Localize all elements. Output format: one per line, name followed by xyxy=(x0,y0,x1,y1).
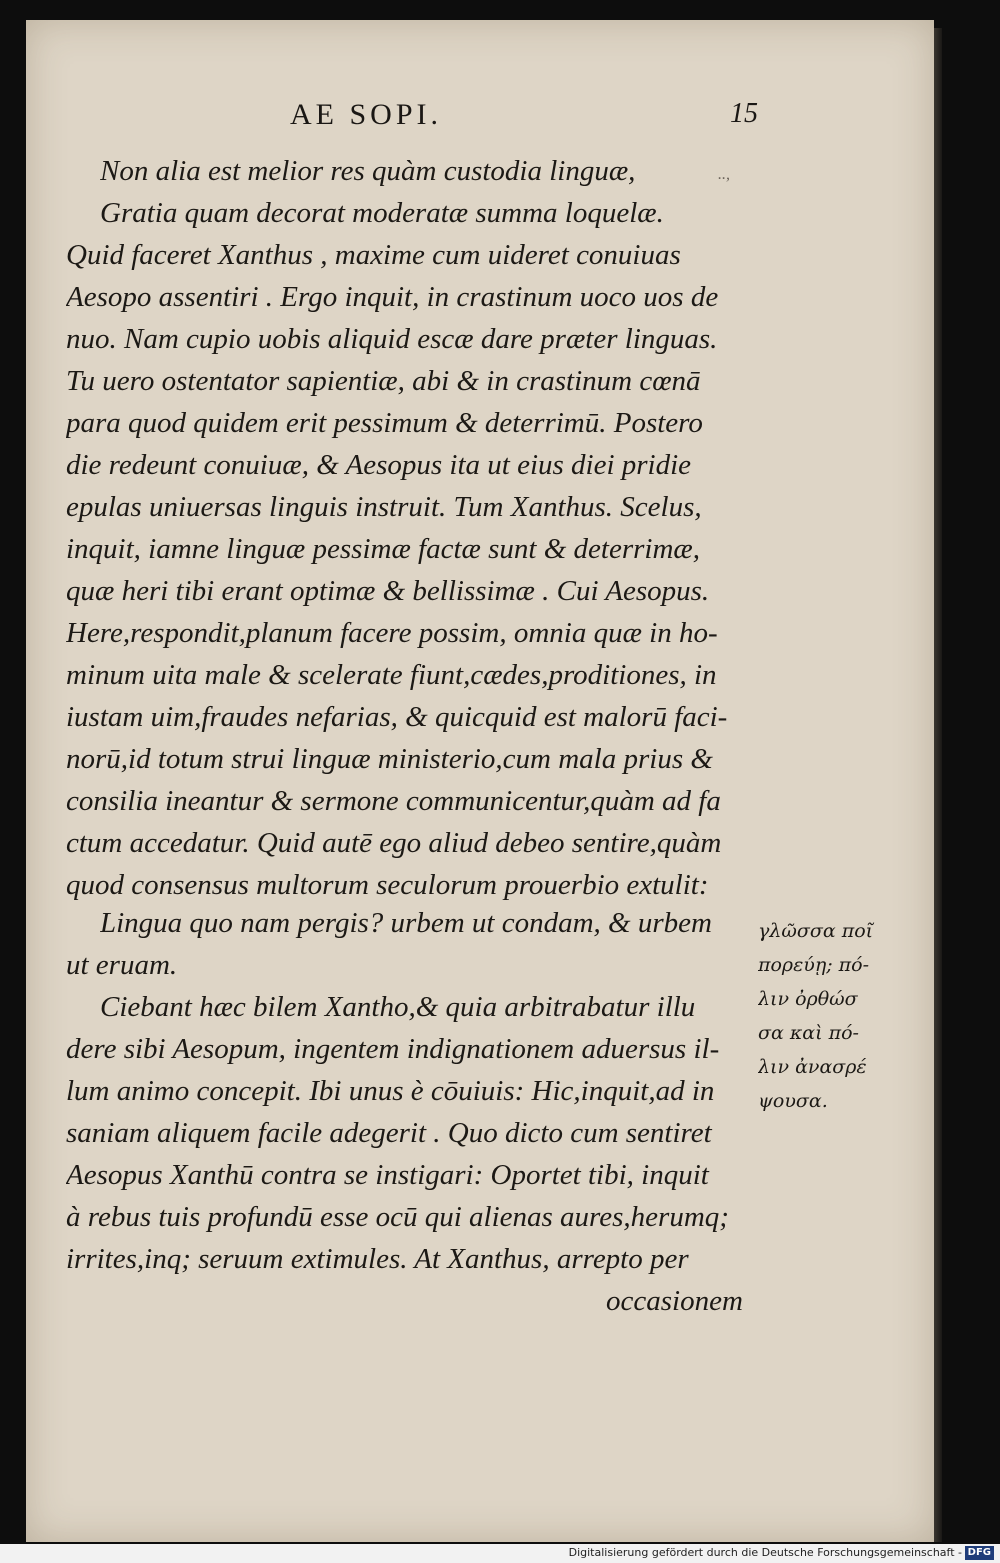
body-line: Tu uero ostentator sapientiæ, abi & in crastinum cœnā xyxy=(66,365,701,397)
body-line: norū,id totum strui linguæ ministerio,cum mala prius & xyxy=(66,743,713,775)
body-line: quæ heri tibi erant optimæ & bellissimæ . Cui Aesopus. xyxy=(66,575,710,607)
body-line: minum uita male & scelerate fiunt,cædes,proditiones, in xyxy=(66,659,717,691)
body-line: Non alia est melior res quàm custodia linguæ, xyxy=(100,155,636,187)
body-line: saniam aliquem facile adegerit . Quo dicto cum sentiret xyxy=(66,1117,712,1149)
body-line: iustam uim,fraudes nefarias, & quicquid est malorū faci- xyxy=(66,701,728,733)
dfg-logo: DFG xyxy=(965,1546,994,1560)
body-line: epulas uniuersas linguis instruit. Tum Xanthus. Scelus, xyxy=(66,491,702,523)
running-head: AE SOPI. xyxy=(290,98,443,131)
page-number: 15 xyxy=(730,98,758,129)
body-line: die redeunt conuiuæ, & Aesopus ita ut eius diei pridie xyxy=(66,449,692,481)
body-line: ut eruam. xyxy=(66,949,178,981)
margin-note-line: πορεύῃ; πό- xyxy=(758,954,870,976)
body-line: Aesopo assentiri . Ergo inquit, in crastinum uoco uos de xyxy=(66,281,719,313)
margin-note-line: λιν ὀρθώσ xyxy=(758,988,858,1010)
body-line: Gratia quam decorat moderatæ summa loquelæ. xyxy=(100,197,664,229)
body-line: nuo. Nam cupio uobis aliquid escæ dare præter linguas. xyxy=(66,323,718,355)
body-line: quod consensus multorum seculorum prouerbio extulit: xyxy=(66,869,709,901)
body-line: Quid faceret Xanthus , maxime cum uideret conuiuas xyxy=(66,239,681,271)
ink-mark: .., xyxy=(718,166,730,183)
margin-note-line: ψουσα. xyxy=(758,1090,828,1112)
body-line: Lingua quo nam pergis? urbem ut condam, & urbem xyxy=(100,907,712,939)
page-edge xyxy=(934,28,942,1542)
margin-note-line: γλῶσσα ποῖ xyxy=(758,920,874,942)
margin-note-line: λιν ἀνασρέ xyxy=(758,1056,867,1078)
body-line: consilia ineantur & sermone communicentur,quàm ad fa xyxy=(66,785,721,817)
body-line: à rebus tuis profundū esse ocū qui alienas aures,herumq; xyxy=(66,1201,729,1233)
body-line: inquit, iamne linguæ pessimæ factæ sunt & deterrimæ, xyxy=(66,533,700,565)
body-line: ctum accedatur. Quid autē ego aliud debeo sentire,quàm xyxy=(66,827,722,859)
body-line: Ciebant hæc bilem Xantho,& quia arbitrabatur illu xyxy=(100,991,696,1023)
margin-note-line: σα καὶ πό- xyxy=(758,1022,859,1044)
body-line: dere sibi Aesopum, ingentem indignationem aduersus il- xyxy=(66,1033,720,1065)
catchword: occasionem xyxy=(606,1285,743,1317)
body-line: Here,respondit,planum facere possim, omnia quæ in ho- xyxy=(66,617,718,649)
body-line: lum animo concepit. Ibi unus è cōuiuis: Hic,inquit,ad in xyxy=(66,1075,715,1107)
footer-credit: Digitalisierung gefördert durch die Deutsche Forschungsgemeinschaft - xyxy=(568,1546,962,1559)
body-line: para quod quidem erit pessimum & deterrimū. Postero xyxy=(66,407,703,439)
body-line: Aesopus Xanthū contra se instigari: Oportet tibi, inquit xyxy=(66,1159,709,1191)
body-line: irrites,inq; seruum extimules. At Xanthus, arrepto per xyxy=(66,1243,689,1275)
